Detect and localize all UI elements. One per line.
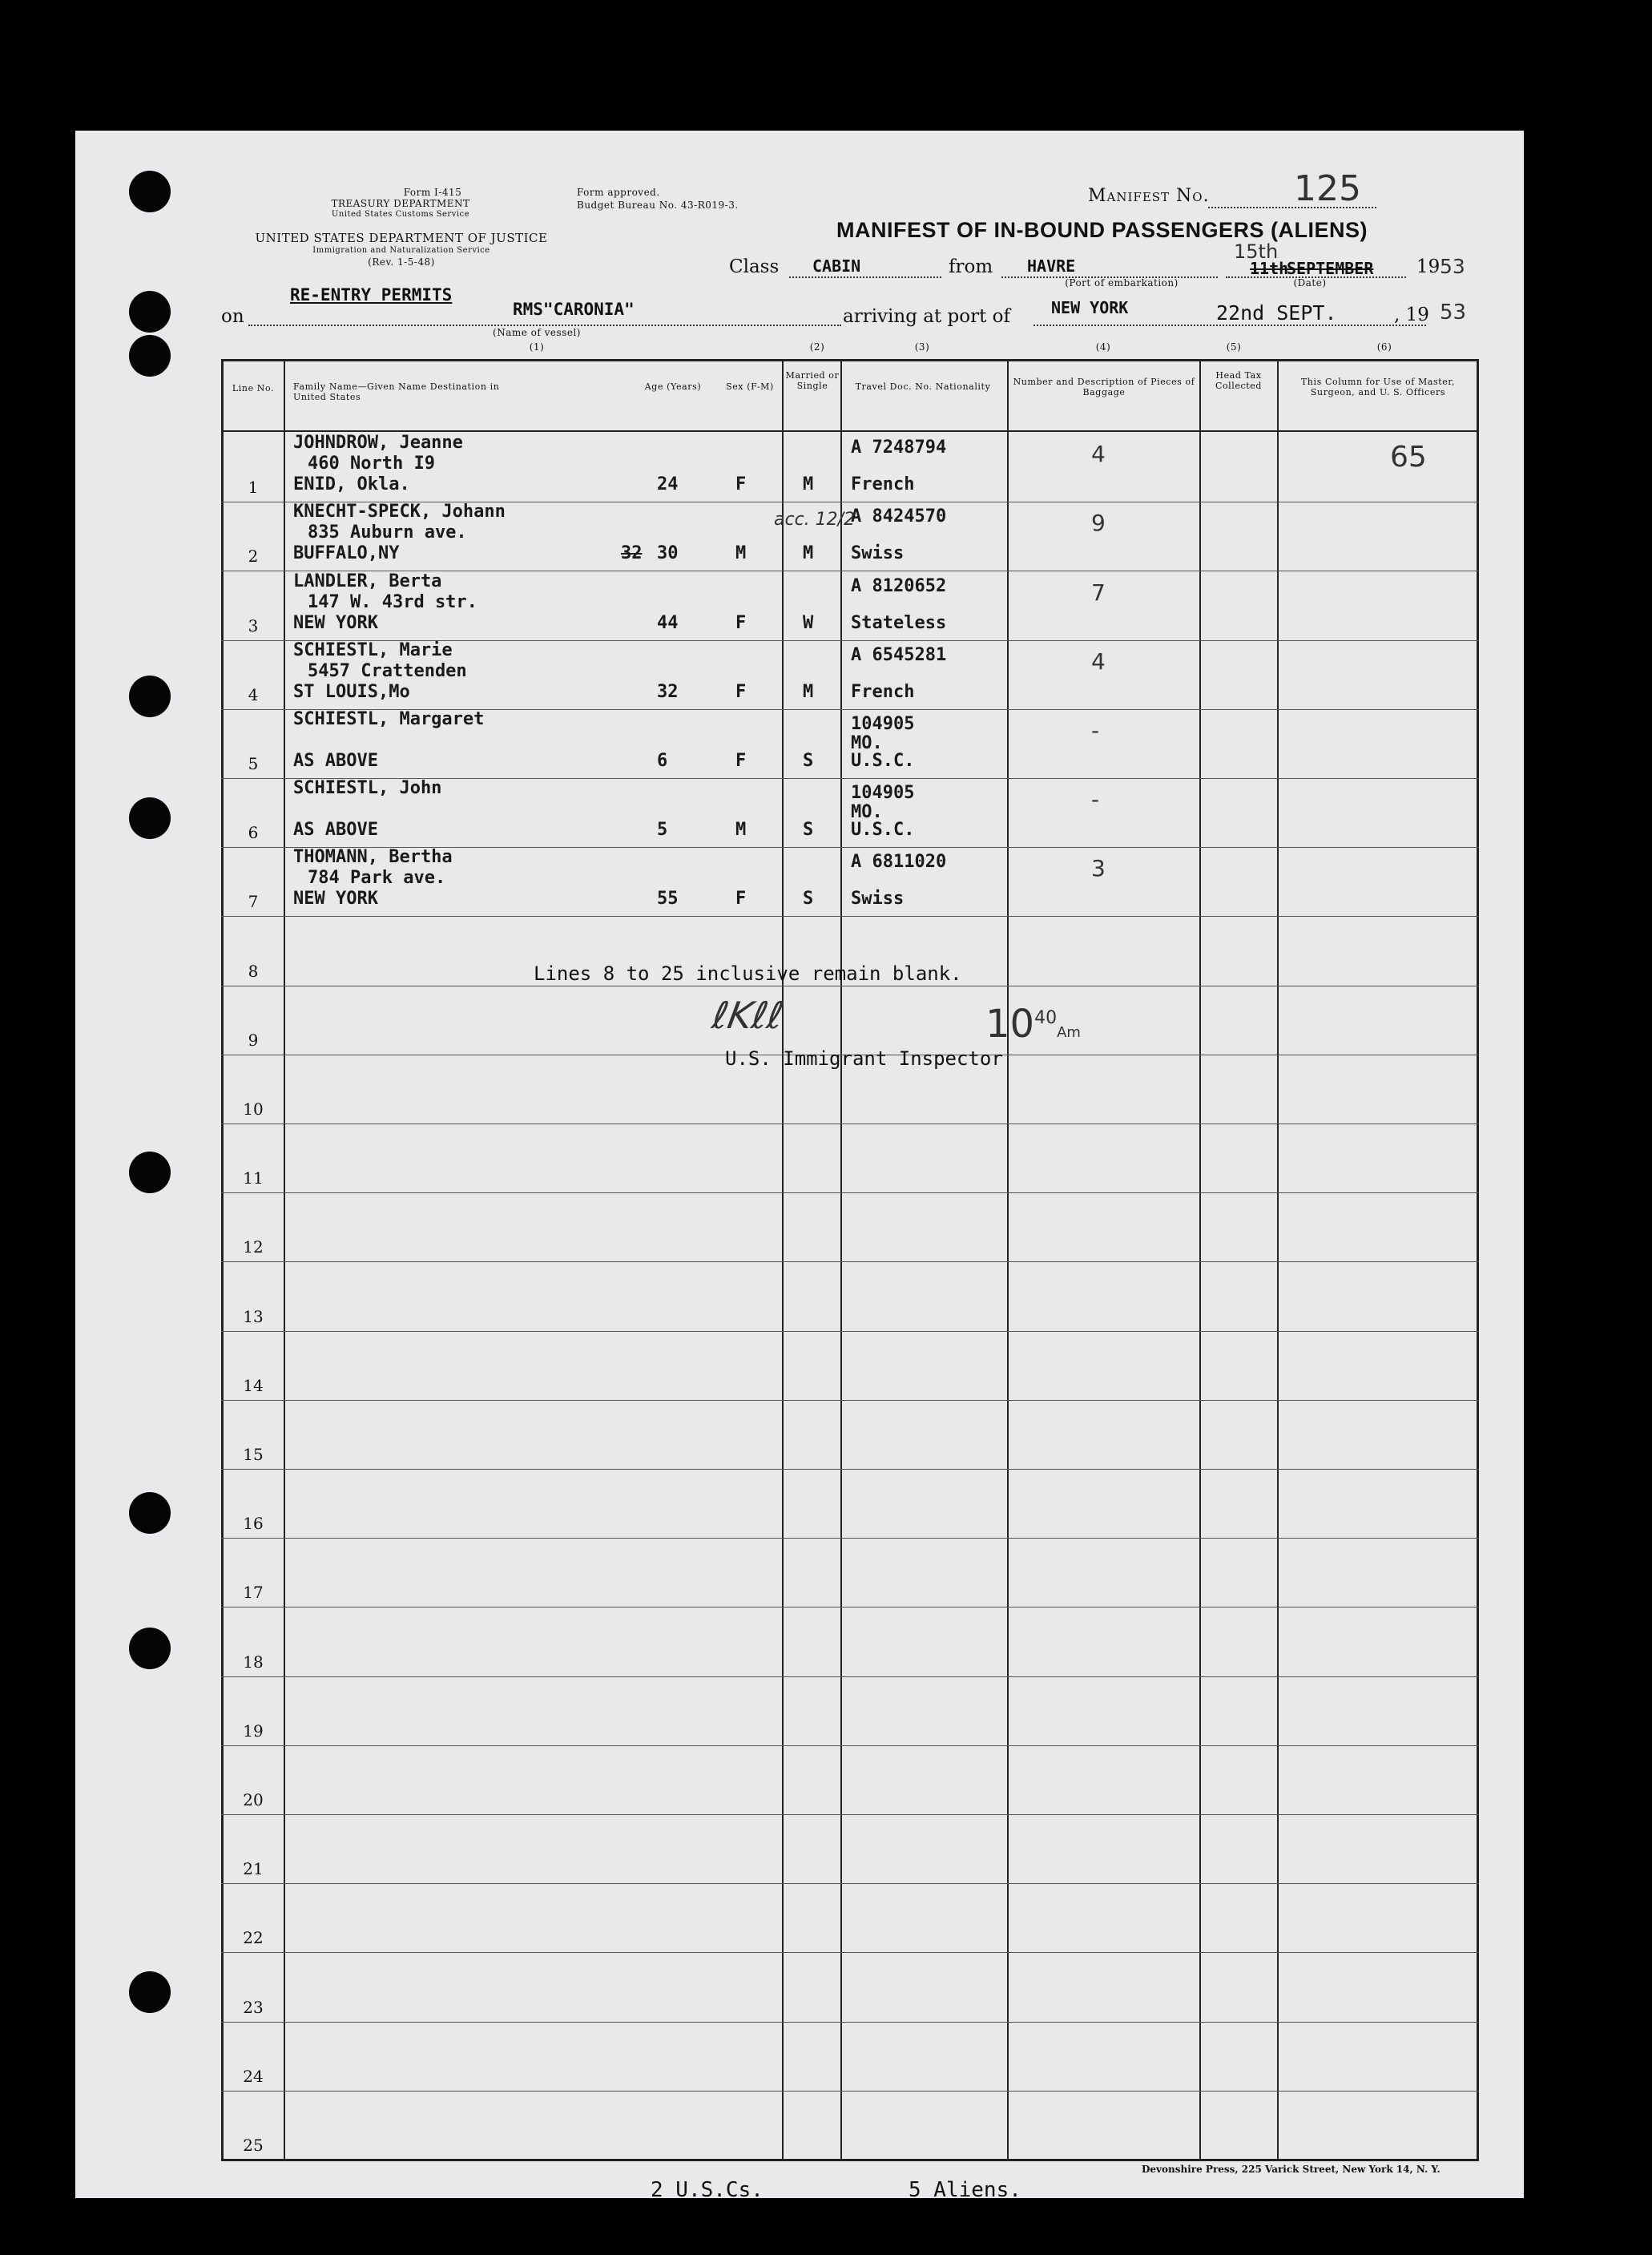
row-rule: [221, 1123, 1479, 1124]
punch-hole: [129, 797, 171, 839]
passenger-marital-status: W: [803, 612, 814, 633]
date-day-struck: 11th: [1250, 259, 1289, 278]
passenger-marital-status: M: [803, 681, 814, 702]
passenger-nationality: Stateless: [851, 612, 947, 633]
row-rule: [221, 1469, 1479, 1470]
passenger-marital-status: S: [803, 820, 814, 841]
row-rule: [221, 1192, 1479, 1193]
line-number: 10: [243, 1099, 264, 1119]
punch-hole: [129, 1492, 171, 1534]
col-num-4: (4): [1095, 341, 1111, 353]
line-number: 11: [243, 1168, 264, 1188]
baggage-count: 4: [1091, 441, 1106, 468]
passenger-destination: AS ABOVE: [293, 820, 378, 841]
footer-aliens-count: 5 Aliens.: [909, 2178, 1021, 2202]
passenger-address: 5457 Crattenden: [308, 660, 467, 681]
budget-bureau: Budget Bureau No. 43-R019-3.: [577, 200, 739, 211]
passenger-nationality: Swiss: [851, 889, 905, 910]
line-number: 24: [243, 2066, 264, 2086]
passenger-age: 30: [657, 543, 679, 564]
printer-credit: Devonshire Press, 225 Varick Street, New York 14, N. Y.: [1142, 2164, 1440, 2175]
passenger-name: THOMANN, Bertha: [293, 847, 453, 868]
header-baggage: Number and Description of Pieces of Baggage: [1013, 377, 1195, 397]
col-num-3: (3): [914, 341, 930, 353]
travel-document-state: MO.: [851, 802, 883, 823]
travel-document-number: A 6545281: [851, 644, 947, 665]
form-approved: Form approved.: [577, 187, 660, 198]
punch-hole: [129, 171, 171, 212]
passenger-address: 784 Park ave.: [308, 868, 446, 889]
inspector-label: U.S. Immigrant Inspector: [725, 1047, 1003, 1070]
travel-document-number: 104905: [851, 714, 915, 734]
passenger-destination: AS ABOVE: [293, 751, 378, 771]
arrival-year-handwritten: 53: [1440, 301, 1467, 325]
line-number: 12: [243, 1237, 264, 1257]
punch-hole: [129, 1971, 171, 2013]
baggage-count: -: [1091, 786, 1100, 813]
inspection-time: [985, 1002, 1081, 1047]
punch-hole: [129, 676, 171, 717]
line-number: 23: [243, 1997, 264, 2017]
inspector-signature: ℓKℓℓ: [709, 994, 787, 1037]
travel-document-number: A 7248794: [851, 438, 947, 458]
passenger-sex: M: [735, 820, 747, 841]
col-rule: [1277, 359, 1279, 2161]
col-num-6: (6): [1376, 341, 1392, 353]
header-head-tax: Head Tax Collected: [1215, 370, 1263, 391]
line-number: 18: [243, 1652, 264, 1672]
passenger-age: 24: [657, 474, 679, 495]
passenger-marital-status: M: [803, 543, 814, 564]
passenger-age: 55: [657, 889, 679, 910]
passenger-address: 460 North I9: [308, 454, 435, 474]
header-travel-doc: Travel Doc. No. Nationality: [855, 381, 991, 392]
line-number: 7: [248, 892, 259, 912]
row-rule: [221, 916, 1479, 917]
passenger-destination: ST LOUIS,Mo: [293, 681, 410, 702]
row-rule: [221, 1745, 1479, 1746]
inspection-time-min: 40: [1034, 1008, 1058, 1028]
col-rule: [840, 359, 842, 2161]
line-number: 14: [243, 1375, 264, 1395]
vessel-caption: (Name of vessel): [493, 327, 581, 338]
col-rule: [782, 359, 784, 2161]
row-rule: [221, 1607, 1479, 1608]
re-entry-permits: RE-ENTRY PERMITS: [290, 285, 453, 305]
passenger-nationality: French: [851, 681, 915, 702]
line-number: 5: [248, 754, 259, 773]
passenger-sex: F: [735, 681, 747, 702]
manifest-no-label: Manifest No.: [1088, 186, 1210, 206]
passenger-age: 44: [657, 612, 679, 633]
header-sex: Sex (F-M): [726, 381, 774, 392]
col-num-5: (5): [1226, 341, 1242, 353]
line-number: 16: [243, 1514, 264, 1534]
passenger-name: KNECHT-SPECK, Johann: [293, 502, 506, 522]
punch-hole: [129, 335, 171, 377]
customs-service: United States Customs Service: [331, 210, 470, 219]
passenger-name: JOHNDROW, Jeanne: [293, 433, 463, 454]
line-number: 17: [243, 1583, 264, 1603]
passenger-nationality: Swiss: [851, 543, 905, 564]
vessel-name: RMS"CARONIA": [513, 300, 635, 319]
date-day-handwritten: 15th: [1234, 240, 1279, 263]
officer-note: 65: [1390, 441, 1427, 474]
port-of-embarkation: HAVRE: [1027, 256, 1076, 276]
date-caption: (Date): [1293, 277, 1327, 288]
on-label: on: [221, 306, 244, 327]
ins-service: Immigration and Naturalization Service: [312, 246, 490, 255]
passenger-age-struck: 32: [621, 543, 643, 564]
treasury-department: TREASURY DEPARTMENT: [331, 198, 470, 209]
passenger-name: SCHIESTL, Marie: [293, 639, 453, 660]
travel-document-number: A 8120652: [851, 575, 947, 596]
revision: (Rev. 1-5-48): [368, 256, 435, 268]
passenger-marital-status: S: [803, 889, 814, 910]
class-label: Class: [729, 256, 780, 277]
line-number: 25: [243, 2136, 264, 2155]
table-top-border: [221, 359, 1479, 361]
col-rule: [284, 359, 285, 2161]
passenger-age: 5: [657, 820, 668, 841]
vessel-dots: [248, 325, 841, 326]
punch-hole: [129, 291, 171, 333]
arrival-year-prefix: , 19: [1394, 305, 1429, 325]
line-number: 21: [243, 1859, 264, 1879]
passenger-address: 147 W. 43rd str.: [308, 591, 477, 612]
line-number: 20: [243, 1790, 264, 1809]
arrival-date: 22nd SEPT.: [1216, 301, 1337, 325]
baggage-count: 7: [1091, 579, 1106, 606]
header-name: Family Name—Given Name Destination in United States: [293, 381, 500, 402]
date-month: SEPTEMBER: [1287, 259, 1374, 278]
line-number: 6: [248, 823, 259, 843]
port-embark-caption: (Port of embarkation): [1065, 277, 1179, 288]
table-left-border: [221, 359, 224, 2161]
passenger-name: LANDLER, Berta: [293, 571, 442, 591]
class-dots: [789, 276, 941, 278]
passenger-destination: NEW YORK: [293, 889, 378, 910]
table-bottom-border: [221, 2159, 1479, 2161]
header-married: Married or Single: [785, 370, 840, 391]
row-rule: [221, 1331, 1479, 1332]
travel-document-state: MO.: [851, 733, 883, 753]
row-rule: [221, 2091, 1479, 2092]
line-number: 3: [248, 615, 259, 635]
line-number: 15: [243, 1445, 264, 1464]
line-number: 4: [248, 684, 259, 704]
arriving-label: arriving at port of: [843, 306, 1010, 327]
line-number: 1: [248, 478, 259, 498]
header-age: Age (Years): [644, 381, 702, 392]
department-of-justice: UNITED STATES DEPARTMENT OF JUSTICE: [255, 231, 548, 245]
baggage-count: 4: [1091, 647, 1106, 675]
passenger-age: 32: [657, 681, 679, 702]
row-rule: [221, 1261, 1479, 1262]
form-number: Form I-415: [403, 187, 462, 198]
arrival-port: NEW YORK: [1051, 298, 1129, 317]
line-number: 19: [243, 1720, 264, 1741]
table-right-border: [1477, 359, 1479, 2161]
passenger-age: 6: [657, 751, 668, 771]
col-num-1: (1): [529, 341, 545, 353]
class-value: CABIN: [812, 256, 861, 276]
row-rule: [221, 1952, 1479, 1953]
blank-lines-note: Lines 8 to 25 inclusive remain blank.: [534, 962, 962, 985]
from-label: from: [949, 256, 993, 277]
baggage-count: -: [1091, 717, 1100, 744]
passenger-sex: F: [735, 751, 747, 771]
manifest-number: 125: [1294, 168, 1361, 209]
passenger-sex: F: [735, 474, 747, 495]
punch-hole: [129, 1152, 171, 1193]
line-number: 22: [243, 1928, 264, 1948]
passenger-nationality: U.S.C.: [851, 820, 915, 841]
passenger-sex: M: [735, 543, 747, 564]
passenger-nationality: French: [851, 474, 915, 495]
passenger-sex: F: [735, 612, 747, 633]
col-num-2: (2): [809, 341, 825, 353]
passenger-name: SCHIESTL, John: [293, 778, 442, 799]
passenger-marital-status: M: [803, 474, 814, 495]
travel-document-number: 104905: [851, 783, 915, 804]
header-officers: This Column for Use of Master, Surgeon, and U. S. Officers: [1300, 377, 1456, 397]
header-bottom-rule: [221, 430, 1479, 432]
travel-document-number: A 6811020: [851, 852, 947, 873]
row-rule: [221, 1676, 1479, 1677]
passenger-nationality: U.S.C.: [851, 751, 915, 771]
inspection-time-ampm: Am: [1057, 1024, 1081, 1041]
passenger-marital-status: S: [803, 751, 814, 771]
line-number: 13: [243, 1306, 264, 1326]
date-year-handwritten: 53: [1440, 255, 1465, 278]
baggage-count: 9: [1091, 510, 1106, 537]
footer-us-citizens-count: 2 U.S.Cs.: [651, 2178, 764, 2202]
punch-hole: [129, 1628, 171, 1669]
row-rule: [221, 2022, 1479, 2023]
line-number: 2: [248, 547, 259, 567]
passenger-address: 835 Auburn ave.: [308, 522, 467, 543]
page-title: MANIFEST OF IN-BOUND PASSENGERS (ALIENS): [836, 218, 1368, 242]
handwritten-note: acc. 12/2: [774, 510, 856, 530]
baggage-count: 3: [1091, 855, 1106, 882]
row-rule: [221, 1400, 1479, 1401]
row-rule: [221, 1883, 1479, 1884]
line-number: 9: [248, 1030, 259, 1050]
row-rule: [221, 1538, 1479, 1539]
passenger-destination: ENID, Okla.: [293, 474, 410, 495]
col-rule: [1007, 359, 1009, 2161]
col-rule: [1199, 359, 1201, 2161]
header-line: Line No.: [232, 383, 275, 393]
date-year-prefix: 19: [1416, 256, 1440, 277]
row-rule: [221, 1814, 1479, 1815]
arrival-dots: [1034, 325, 1426, 326]
line-number: 8: [248, 961, 259, 981]
travel-document-number: A 8424570: [851, 506, 947, 527]
passenger-name: SCHIESTL, Margaret: [293, 709, 485, 729]
passenger-destination: NEW YORK: [293, 612, 378, 633]
inspection-time-hour: 10: [985, 1002, 1035, 1047]
passenger-sex: F: [735, 889, 747, 910]
passenger-destination: BUFFALO,NY: [293, 543, 400, 564]
